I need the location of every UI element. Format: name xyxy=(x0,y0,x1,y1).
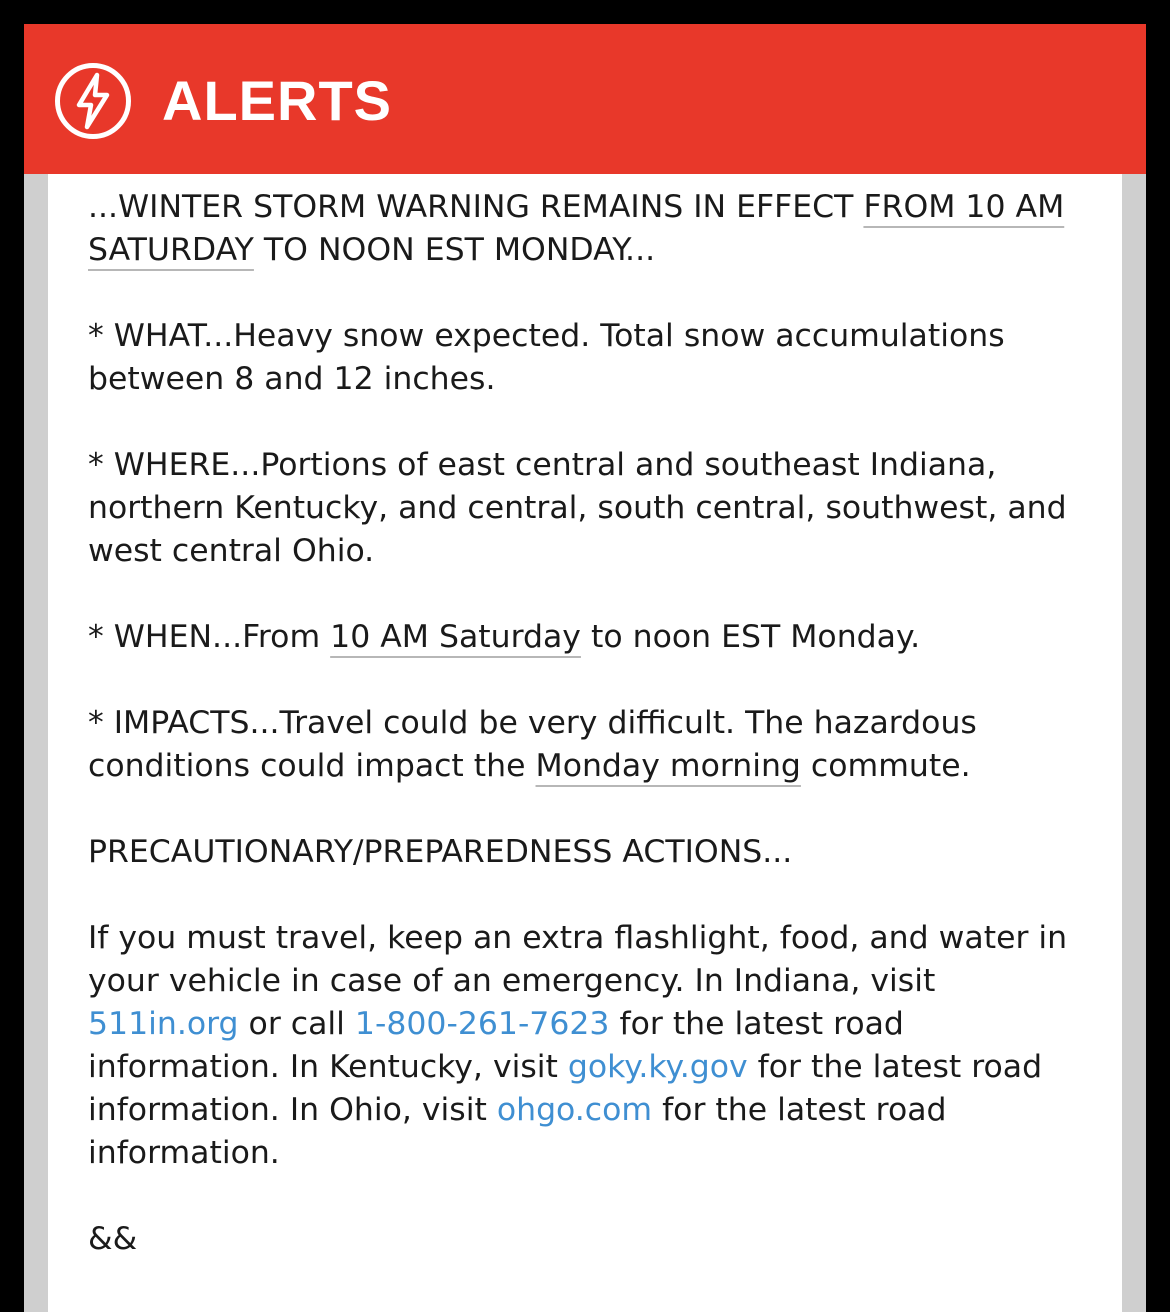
alerts-title: ALERTS xyxy=(162,69,392,132)
precautionary-heading: PRECAUTIONARY/PREPAREDNESS ACTIONS... xyxy=(88,834,793,870)
alert-when xyxy=(88,616,1088,659)
impacts-text-end: commute. xyxy=(800,748,971,784)
headline-text: ...WINTER STORM WARNING REMAINS IN EFFECT xyxy=(88,189,864,225)
headline-text-end: TO NOON EST MONDAY... xyxy=(253,232,656,268)
headline-time-link[interactable]: FROM 10 AM SATURDAY xyxy=(88,189,1065,268)
alert-end-marker: && xyxy=(88,1221,138,1257)
when-text-end: to noon EST Monday. xyxy=(580,619,921,655)
actions-text: for the latest road information. xyxy=(88,1092,947,1171)
actions-text: for the latest road information. In Ohio, visit xyxy=(88,1049,1043,1128)
alert-what: * WHAT...Heavy snow expected. Total snow accumulations between 8 and 12 inches. xyxy=(88,318,1005,397)
alert-where: * WHERE...Portions of east central and southeast Indiana, northern Kentucky, and central, south central, southwest, and west central Ohio. xyxy=(88,447,1067,569)
ohio-link[interactable]: ohgo.com xyxy=(496,1092,653,1128)
alert-text xyxy=(88,186,1088,1304)
when-text: * WHEN...From xyxy=(88,619,331,655)
alert-card xyxy=(24,24,1146,1312)
indiana-link[interactable]: 511in.org xyxy=(88,1006,239,1042)
actions-text: or call xyxy=(238,1006,355,1042)
actions-text: If you must travel, keep an extra flashlight, food, and water in your vehicle in case of an emergency. In Indiana, visit xyxy=(88,920,1068,999)
actions-text: for the latest road information. In Kentucky, visit xyxy=(88,1006,904,1085)
alert-body[interactable] xyxy=(48,174,1122,1312)
kentucky-link[interactable]: goky.ky.gov xyxy=(567,1049,748,1085)
lightning-bolt-icon xyxy=(54,62,132,140)
alert-headline xyxy=(88,186,1088,272)
alert-impacts xyxy=(88,702,1088,788)
alert-actions xyxy=(88,917,1088,1175)
impacts-text: * IMPACTS...Travel could be very difficult. The hazardous conditions could impact the xyxy=(88,705,977,784)
impacts-time-link[interactable]: Monday morning xyxy=(535,748,801,784)
alert-header xyxy=(24,24,1146,174)
phone-link[interactable]: 1-800-261-7623 xyxy=(354,1006,610,1042)
when-time-link[interactable]: 10 AM Saturday xyxy=(330,619,581,655)
